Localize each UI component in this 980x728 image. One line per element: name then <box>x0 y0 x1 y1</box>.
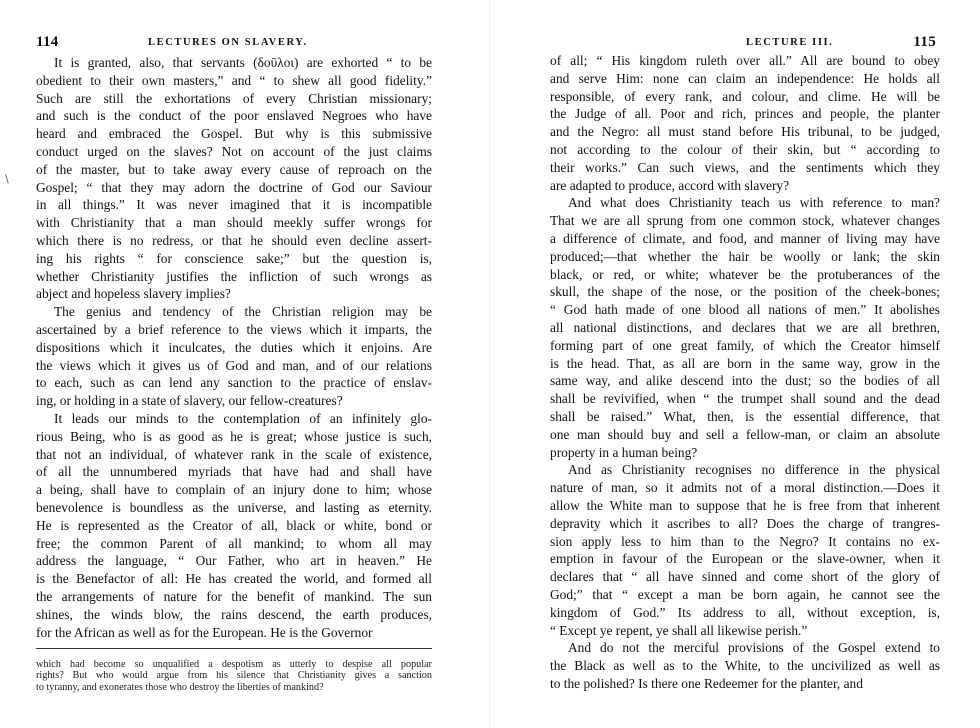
text-line: with Christianity that a man should meekly suffer wrongs for <box>36 215 432 231</box>
text-line: The genius and tendency of the Christian religion may be <box>54 304 432 320</box>
text-line: shall be revivified, when “ the trumpet shall sound and the dead <box>550 391 940 407</box>
text-line: the arrangements of nature for the benefit of mankind. The sun <box>36 588 432 604</box>
text-line: Such are still the exhortations of every Christian missionary; <box>36 90 432 106</box>
text-line: depravity which it ascribes to all? Does the charge of trangres- <box>550 515 940 531</box>
text-line: abject and hopeless slavery implies? <box>36 286 231 302</box>
text-line: a difference of climate, and food, and manner of living may have <box>550 230 940 246</box>
text-line: shall be raised.” What, then, is the essential difference, that <box>550 408 940 424</box>
text-line: whether Christianity justifies the infliction of such wrongs as <box>36 268 432 284</box>
right-page-text <box>550 52 940 693</box>
footnote-line: to tyranny, and exonerates those who destroy the liberties of mankind? <box>36 681 324 693</box>
text-line: It is granted, also, that servants (δοῦλοι) are exhorted “ to be <box>54 55 432 70</box>
text-line: He is represented as the Creator of all, black or white, bond or <box>36 517 432 533</box>
footnote-line: rights? But who would argue from his silence that Christianity gives a sanction <box>36 670 432 682</box>
text-line: That we are all sprung from one common stock, whatever changes <box>550 213 940 229</box>
text-line: the Black as well as to the White, to the uncivilized as well as <box>550 658 940 674</box>
text-line: produced;—that whether the hair be woolly or lank; the skin <box>550 248 940 264</box>
running-head: LECTURES ON SLAVERY. <box>148 37 308 48</box>
text-line: dispositions which it inculcates, the duties which it enjoins. Are <box>36 339 432 355</box>
text-line: declares that “ all have sinned and come short of the glory of <box>550 569 940 585</box>
text-line: And as Christianity recognises no difference in the physical <box>568 462 940 478</box>
text-line: of the master, but to take away every cause of reproach on the <box>36 161 432 177</box>
page-number: 115 <box>913 34 936 50</box>
text-line: a being, shall have to complain of an injury done to him; whose <box>36 482 432 498</box>
text-line: address the language, “ Our Father, who art in heaven.” He <box>36 553 432 569</box>
text-line: not according to the colour of their skin, but “ according to <box>550 141 940 157</box>
text-line: all national distinctions, and declares that we are all brethren, <box>550 319 940 335</box>
text-line: same way, and alike descend into the dust; so the bodies of all <box>550 373 940 389</box>
text-line: to each, such as can lend any sanction to the practice of enslav- <box>36 375 432 391</box>
text-line: shines, the winds blow, the rains descend, the earth produces, <box>36 606 432 622</box>
text-line: obedient to their own masters,” and “ to shew all good fidelity.” <box>36 72 432 88</box>
text-line: rious Being, who is as good as he is great; whose justice is such, <box>36 428 432 444</box>
text-line: nature of man, so it admits not of a moral distinction.—Does it <box>550 480 940 496</box>
right-page <box>500 0 980 728</box>
text-line: to the polished? Is there one Redeemer for the planter, and <box>550 675 863 691</box>
text-line: of all; “ His kingdom ruleth over all.” All are bound to obey <box>550 53 940 68</box>
text-line: Gospel; “ that they may adorn the doctrine of God our Saviour <box>36 179 432 195</box>
text-line: “ God hath made of one blood all nations of men.” It abolishes <box>550 302 940 318</box>
text-line: property in a human being? <box>550 444 698 460</box>
text-line: that not an individual, of whatever rank in the scale of existence, <box>36 446 432 462</box>
text-line: emption in favour of the European or the slave-owner, when it <box>550 551 940 567</box>
page-number: 114 <box>36 34 59 50</box>
text-line: and the Negro: all must stand before His tribunal, to be judged, <box>550 124 940 140</box>
text-line: which there is no redress, or that he should even decline assert- <box>36 232 432 248</box>
text-line: are adapted to produce, accord with slavery? <box>550 177 790 193</box>
text-line: of all the unnumbered myriads that have had and shall have <box>36 464 432 480</box>
text-line: the views which it gives us of God and man, and of our relations <box>36 357 432 373</box>
text-line: free; the common Parent of all mankind; to whom all may <box>36 535 432 551</box>
text-line: conduct urged on the slaves? Not on account of the just claims <box>36 143 432 159</box>
text-line: And what does Christianity teach us with reference to man? <box>568 195 940 211</box>
text-line: God;” that “ except a man be born again, he cannot see the <box>550 586 940 602</box>
text-line: forming part of one great family, of which the Creator himself <box>550 337 940 353</box>
text-line: “ Except ye repent, ye shall all likewise perish.” <box>550 622 808 638</box>
left-page <box>0 0 478 728</box>
text-line: ascertained by a brief reference to the views which it imparts, the <box>36 321 432 337</box>
text-line: kingdom of God.” Its address to all, without exception, is, <box>550 604 940 620</box>
margin-mark: \ <box>5 172 9 185</box>
text-line: in all things.” It was never imagined that it is incompatible <box>36 197 432 213</box>
text-line: sion apply less to him than to the Negro? It contains no ex- <box>550 533 940 549</box>
text-line: allow the White man to suppose that he is free from that inherent <box>550 497 940 513</box>
left-page-header <box>36 34 432 54</box>
text-line: skull, the shape of the nose, or the position of the cheek-bones; <box>550 284 940 300</box>
footnote <box>36 659 432 693</box>
text-line: is the head. That, as all are born in the same way, grow in the <box>550 355 940 371</box>
text-line: It leads our minds to the contemplation of an infinitely glo- <box>54 410 432 426</box>
text-line: black, or red, or white; whatever be the protuberances of the <box>550 266 940 282</box>
text-line: one man should buy and sell a fellow-man, or claim an absolute <box>550 426 940 442</box>
right-page-header <box>550 34 936 54</box>
text-line: and such is the conduct of the poor enslaved Negroes who have <box>36 108 432 124</box>
text-line: and serve Him: none can claim an independence: He holds all <box>550 70 940 86</box>
footnote-line: which had become so unqualified a despotism as utterly to despise all popular <box>36 659 432 670</box>
text-line: is the Benefactor of all: He has created the world, and formed all <box>36 571 432 587</box>
text-line: ing his rights “ for conscience sake;” but the question is, <box>36 250 432 266</box>
text-line: heard and embraced the Gospel. But why is this submissive <box>36 126 432 142</box>
running-head: LECTURE III. <box>746 37 834 48</box>
text-line: And do not the merciful provisions of the Gospel extend to <box>568 640 940 656</box>
text-line: their works.” Can such views, and the sentiments which they <box>550 159 940 175</box>
text-line: benevolence is boundless as the universe, and lasting as eternity. <box>36 499 432 515</box>
text-line: ing, or holding in a state of slavery, our fellow-creatures? <box>36 393 343 409</box>
text-line: for the African as well as for the European. He is the Governor <box>36 624 373 640</box>
gutter <box>489 0 490 728</box>
text-line: responsible, of every rank, and colour, and clime. He will be <box>550 88 940 104</box>
left-page-text <box>36 54 432 641</box>
footnote-rule <box>36 648 432 649</box>
text-line: the Judge of all. Poor and rich, princes and people, the planter <box>550 106 940 122</box>
